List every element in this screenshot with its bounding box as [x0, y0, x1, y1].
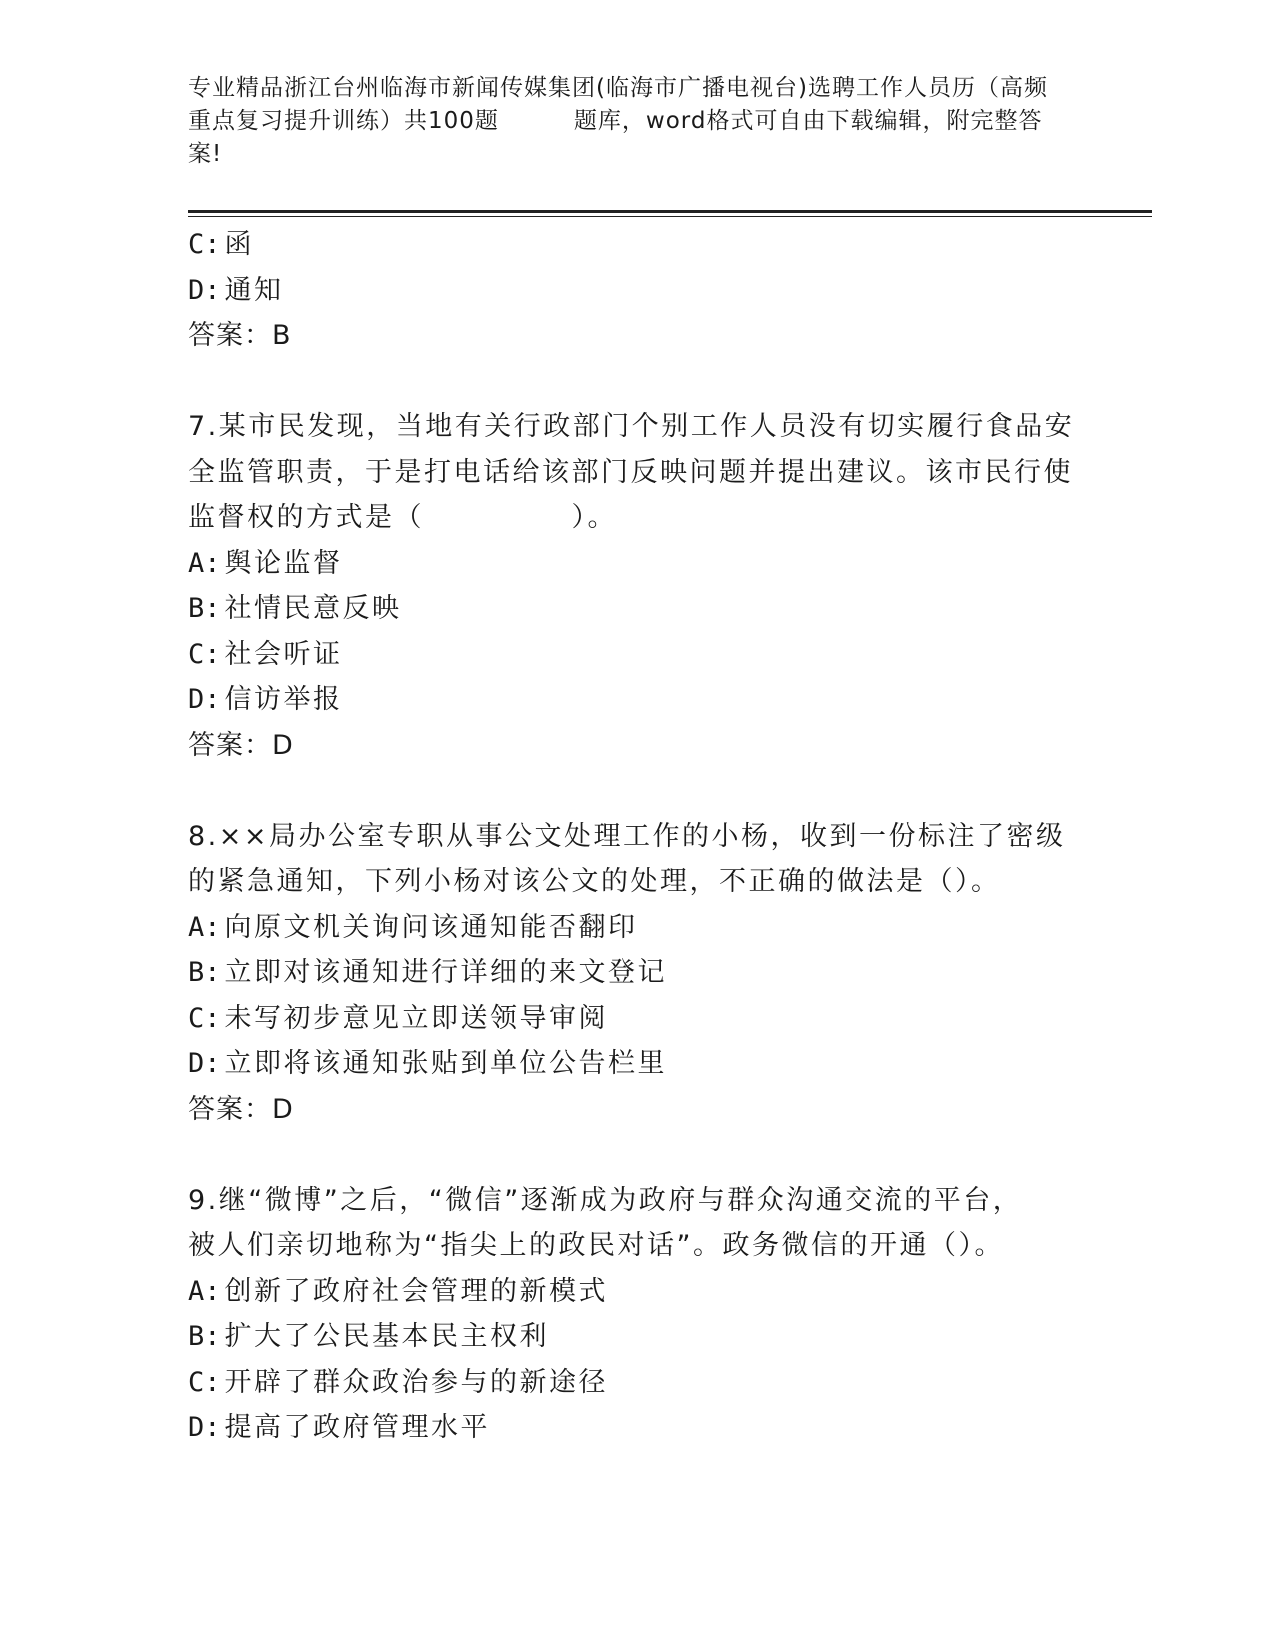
document-header — [188, 72, 1088, 171]
question-stem-line: 监督权的方式是（ ）。 — [188, 502, 617, 533]
option-c — [188, 632, 1068, 678]
question-stem-line: 9.继“微博”之后，“微信”逐渐成为政府与群众沟通交流的平台， — [188, 1184, 1023, 1216]
option-d — [188, 677, 1068, 723]
option-b — [188, 1314, 1068, 1360]
question-stem-line: 8.××局办公室专职从事公文处理工作的小杨，收到一份标注了密级 — [188, 820, 1066, 852]
option-d — [188, 1405, 1068, 1451]
option-letter: D: — [188, 1048, 221, 1079]
option-letter: A: — [188, 911, 221, 943]
header-divider-thin — [188, 216, 1152, 217]
header-line-2 — [188, 105, 1088, 138]
option-letter: A: — [188, 547, 221, 579]
option-c — [188, 1360, 1068, 1406]
option-letter: D: — [188, 274, 221, 306]
option-letter: B: — [188, 1321, 221, 1352]
header-line-1: 专业精品浙江台州临海市新闻传媒集团(临海市广播电视台)选聘工作人员历（高频 — [188, 75, 1048, 101]
option-text: 函 — [224, 229, 255, 260]
option-d — [188, 1041, 1068, 1087]
question-stem-line: 7.某市民发现，当地有关行政部门个别工作人员没有切实履行食品安 — [188, 411, 1075, 442]
option-text: 提高了政府管理水平 — [224, 1412, 491, 1443]
option-text: 社会听证 — [224, 638, 343, 670]
prev-question — [188, 222, 1068, 359]
option-text: 通知 — [224, 274, 284, 306]
option-a — [188, 1269, 1068, 1315]
option-letter: D: — [188, 684, 221, 715]
option-a — [188, 541, 1068, 587]
option-letter: B: — [188, 957, 221, 988]
option-text: 向原文机关询问该通知能否翻印 — [224, 911, 638, 943]
option-letter: D: — [188, 1412, 221, 1443]
option-text: 立即对该通知进行详细的来文登记 — [224, 957, 668, 988]
option-letter: C: — [188, 1366, 221, 1398]
header-line-3: 案! — [188, 141, 223, 167]
option-d — [188, 268, 1068, 314]
question-9 — [188, 1178, 1068, 1451]
question-8 — [188, 814, 1068, 1133]
option-letter: B: — [188, 593, 221, 624]
option-c — [188, 996, 1068, 1042]
option-a — [188, 905, 1068, 951]
option-c — [188, 222, 1068, 268]
answer-line: 答案：B — [188, 320, 292, 351]
option-b — [188, 950, 1068, 996]
option-text: 创新了政府社会管理的新模式 — [224, 1275, 609, 1307]
question-7 — [188, 404, 1075, 768]
answer-line: 答案：D — [188, 729, 294, 761]
answer-line: 答案：D — [188, 1093, 294, 1125]
question-stem-line: 的紧急通知，下列小杨对该公文的处理，不正确的做法是（）。 — [188, 866, 1001, 897]
option-letter: C: — [188, 638, 221, 670]
option-b — [188, 586, 1068, 632]
option-text: 未写初步意见立即送领导审阅 — [224, 1002, 609, 1034]
option-text: 舆论监督 — [224, 547, 343, 579]
option-letter: C: — [188, 1002, 221, 1034]
option-letter: A: — [188, 1275, 221, 1307]
question-stem-line: 被人们亲切地称为“指尖上的政民对话”。政务微信的开通（）。 — [188, 1230, 1004, 1261]
option-letter: C: — [188, 229, 221, 260]
header-line-2-part-a: 重点复习提升训练）共100题 — [188, 108, 499, 134]
option-text: 扩大了公民基本民主权利 — [224, 1321, 550, 1352]
header-line-2-part-b: 题库，word格式可自由下载编辑，附完整答 — [573, 108, 1043, 134]
option-text: 信访举报 — [224, 684, 343, 715]
option-text: 立即将该通知张贴到单位公告栏里 — [224, 1048, 668, 1079]
option-text: 社情民意反映 — [224, 593, 402, 624]
question-content — [188, 222, 1075, 1451]
option-text: 开辟了群众政治参与的新途径 — [224, 1366, 609, 1398]
header-divider-thick — [188, 210, 1152, 213]
question-stem-line: 全监管职责，于是打电话给该部门反映问题并提出建议。该市民行使 — [188, 456, 1073, 488]
